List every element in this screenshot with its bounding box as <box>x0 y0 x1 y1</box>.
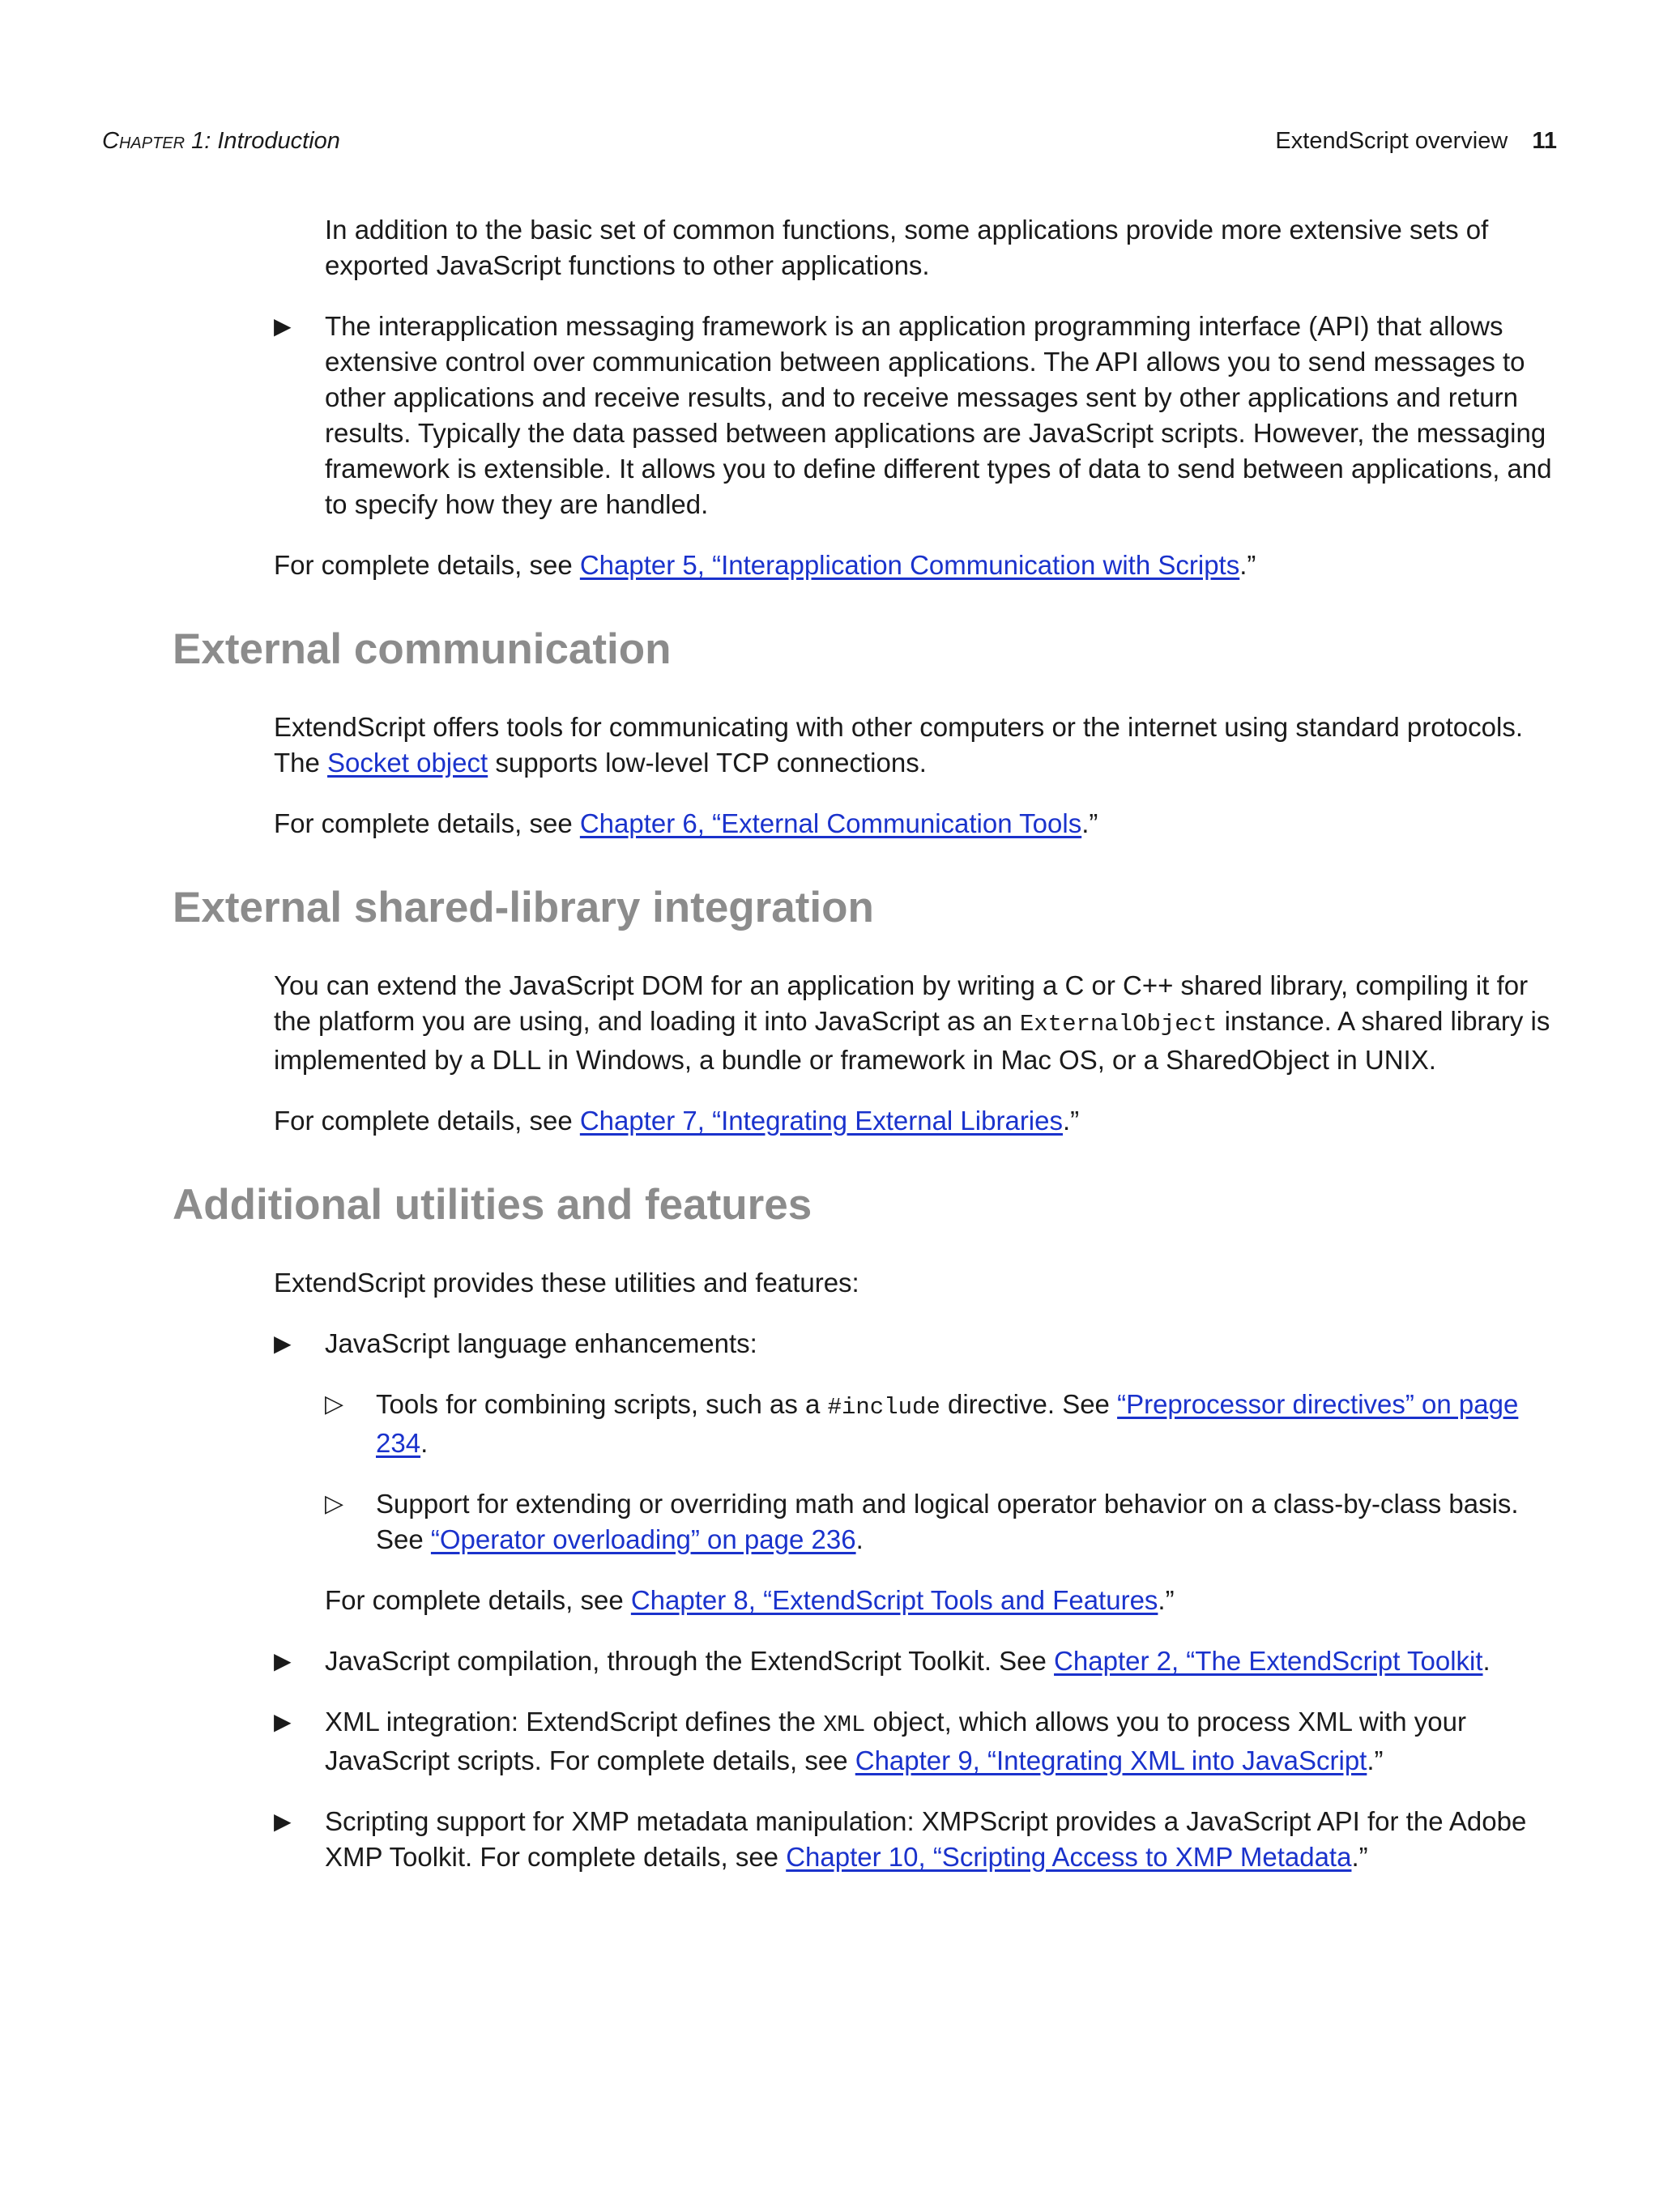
heading-external-communication: External communication <box>173 625 672 673</box>
running-header <box>102 128 1557 160</box>
chapter-9-link[interactable]: Chapter 9, “Integrating XML into JavaScript <box>855 1745 1367 1775</box>
shared-library-details: For complete details, see Chapter 7, “Integrating External Libraries.” <box>274 1106 1080 1136</box>
bullet-messaging-text: The interapplication messaging framework is an application programming interface (API) that allows extensive control over communication between applications. The API allows you to send messages to other applications and receive results, and to receive messages sent by other applications and return results. Typically the data passed between applications are JavaScript scripts. However, the messaging framework is extensible. It allows you to define different types of data to send between applications, and to specify how they are handled. <box>325 311 1552 519</box>
bullet-arrow-icon: ▶ <box>274 1648 292 1673</box>
sub-bullet-operator <box>274 1486 1570 1558</box>
section-name: ExtendScript overview <box>1275 128 1508 154</box>
utilities-details: For complete details, see Chapter 8, “ExtendScript Tools and Features.” <box>325 1585 1175 1615</box>
bullet-arrow-icon: ▶ <box>274 1809 292 1834</box>
externalobject-code: ExternalObject <box>1019 1011 1218 1038</box>
bullet-xml-text: XML integration: ExtendScript defines the XML object, which allows you to process XML with your JavaScript scripts. For complete details, see Chapter 9, “Integrating XML into JavaScript.” <box>325 1707 1466 1775</box>
heading-shared-library: External shared-library integration <box>173 884 874 931</box>
chapter-8-link[interactable]: Chapter 8, “ExtendScript Tools and Features <box>630 1585 1158 1615</box>
bullet-language-enhancements-text: JavaScript language enhancements: <box>325 1328 757 1358</box>
chapter-6-link[interactable]: Chapter 6, “External Communication Tools <box>579 808 1082 838</box>
xml-code: XML <box>823 1711 866 1738</box>
utilities-intro: ExtendScript provides these utilities and features: <box>274 1268 859 1298</box>
chapter-10-link[interactable]: Chapter 10, “Scripting Access to XMP Metadata <box>786 1842 1352 1872</box>
chapter-2-link[interactable]: Chapter 2, “The ExtendScript Toolkit <box>1054 1646 1483 1676</box>
bullet-compilation <box>274 1643 1570 1679</box>
bullet-xml <box>274 1704 1570 1779</box>
shared-library-paragraph: You can extend the JavaScript DOM for an application by writing a C or C++ shared library, compiling it for the platform you are using, and loading it into JavaScript as an ExternalObject instance. A shared library is implemented by a DLL in Windows, a bundle or framework in Mac OS, or a SharedObject in UNIX. <box>274 970 1550 1075</box>
chapter-title <box>102 128 340 155</box>
bullet-arrow-icon: ▶ <box>274 1709 292 1734</box>
intro-details: For complete details, see Chapter 5, “Interapplication Communication with Scripts.” <box>274 550 1256 580</box>
bullet-arrow-icon: ▶ <box>274 1331 292 1356</box>
bullet-compilation-text: JavaScript compilation, through the ExtendScript Toolkit. See Chapter 2, “The ExtendScript Toolkit. <box>325 1646 1491 1676</box>
intro-paragraph: In addition to the basic set of common functions, some applications provide more extensive sets of exported JavaScript functions to other applications. <box>325 215 1489 280</box>
external-communication-details: For complete details, see Chapter 6, “External Communication Tools.” <box>274 808 1098 838</box>
page-number: 11 <box>1532 128 1557 154</box>
socket-object-link[interactable]: Socket object <box>327 748 488 778</box>
bullet-messaging <box>274 309 1570 522</box>
page-content <box>173 212 1570 1875</box>
preprocessor-directives-link[interactable]: “Preprocessor directives” on page 234 <box>376 1389 1519 1458</box>
chapter-name: 1: Introduction <box>185 128 340 154</box>
sub-bullet-include-text: Tools for combining scripts, such as a #include directive. See “Preprocessor directives” on page 234. <box>376 1389 1519 1458</box>
sub-bullet-operator-text: Support for extending or overriding math and logical operator behavior on a class-by-class basis. See “Operator overloading” on page 236. <box>376 1489 1519 1554</box>
sub-bullet-arrow-icon: ▷ <box>325 1490 344 1517</box>
bullet-language-enhancements <box>274 1326 1570 1362</box>
include-code: #include <box>827 1394 940 1421</box>
operator-overloading-link[interactable]: “Operator overloading” on page 236 <box>430 1524 856 1554</box>
bullet-arrow-icon: ▶ <box>274 313 292 339</box>
sub-bullet-include <box>274 1387 1570 1461</box>
section-title <box>1275 128 1557 155</box>
heading-utilities: Additional utilities and features <box>173 1181 812 1229</box>
external-communication-paragraph: ExtendScript offers tools for communicating with other computers or the internet using standard protocols. The Socket object supports low-level TCP connections. <box>274 712 1523 778</box>
sub-bullet-arrow-icon: ▷ <box>325 1391 344 1417</box>
chapter-7-link[interactable]: Chapter 7, “Integrating External Libraries <box>579 1106 1063 1136</box>
chapter-prefix: Chapter <box>102 128 186 154</box>
bullet-xmp-text: Scripting support for XMP metadata manipulation: XMPScript provides a JavaScript API for the Adobe XMP Toolkit. For complete details, see Chapter 10, “Scripting Access to XMP Metadata.” <box>325 1806 1527 1872</box>
bullet-xmp <box>274 1804 1570 1875</box>
chapter-5-link[interactable]: Chapter 5, “Interapplication Communication with Scripts <box>579 550 1240 580</box>
